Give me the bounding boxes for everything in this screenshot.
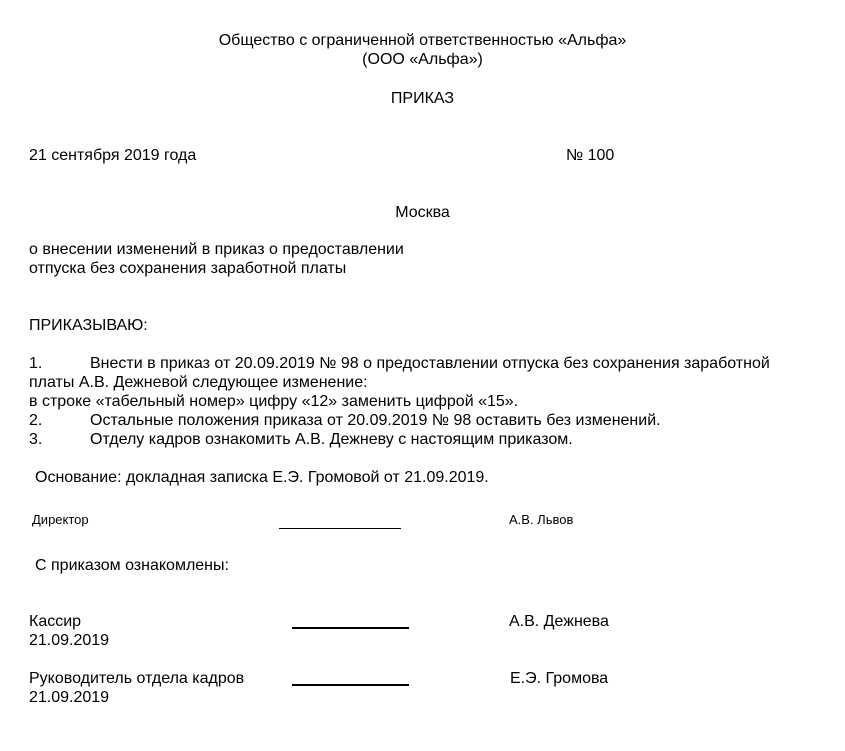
director-signature-line <box>279 528 401 529</box>
order-directive-word: ПРИКАЗЫВАЮ: <box>29 317 148 334</box>
item-text-line: Внести в приказ от 20.09.2019 № 98 о предоставлении отпуска без сохранения заработной <box>90 355 770 372</box>
order-basis: Основание: докладная записка Е.Э. Громовой от 21.09.2019. <box>35 469 489 486</box>
order-subject-line2: отпуска без сохранения заработной платы <box>29 260 347 277</box>
order-date: 21 сентября 2019 года <box>29 147 197 164</box>
acquainted-position: Кассир <box>29 613 82 630</box>
document-type-title: ПРИКАЗ <box>390 90 455 107</box>
acquainted-name: Е.Э. Громова <box>510 670 609 687</box>
order-number: № 100 <box>566 147 615 164</box>
acquaintance-signature-line <box>292 627 409 629</box>
order-subject-line1: о внесении изменений в приказ о предоставлении <box>29 241 404 258</box>
acquainted-name: А.В. Дежнева <box>509 613 609 630</box>
director-name: А.В. Львов <box>509 512 574 527</box>
item-text-line: платы А.В. Дежневой следующее изменение: <box>29 374 368 391</box>
acquaintance-signature-line <box>292 684 409 686</box>
item-number: 3. <box>29 431 43 448</box>
order-city: Москва <box>395 204 450 221</box>
item-text-line: Отделу кадров ознакомить А.В. Дежневу с настоящим приказом. <box>90 431 573 448</box>
item-number: 2. <box>29 412 43 429</box>
acquainted-date: 21.09.2019 <box>29 632 110 649</box>
item-number: 1. <box>29 355 43 372</box>
acquainted-date: 21.09.2019 <box>29 689 110 706</box>
organization-short-name: (ООО «Альфа») <box>362 51 483 68</box>
item-text-line: Остальные положения приказа от 20.09.2019 № 98 оставить без изменений. <box>90 412 661 429</box>
item-text-line: в строке «табельный номер» цифру «12» заменить цифрой «15». <box>29 393 519 410</box>
organization-full-name: Общество с ограниченной ответственностью «Альфа» <box>218 32 627 49</box>
acquainted-header: С приказом ознакомлены: <box>35 557 229 574</box>
acquainted-position: Руководитель отдела кадров <box>29 670 245 687</box>
director-title: Директор <box>32 512 89 527</box>
